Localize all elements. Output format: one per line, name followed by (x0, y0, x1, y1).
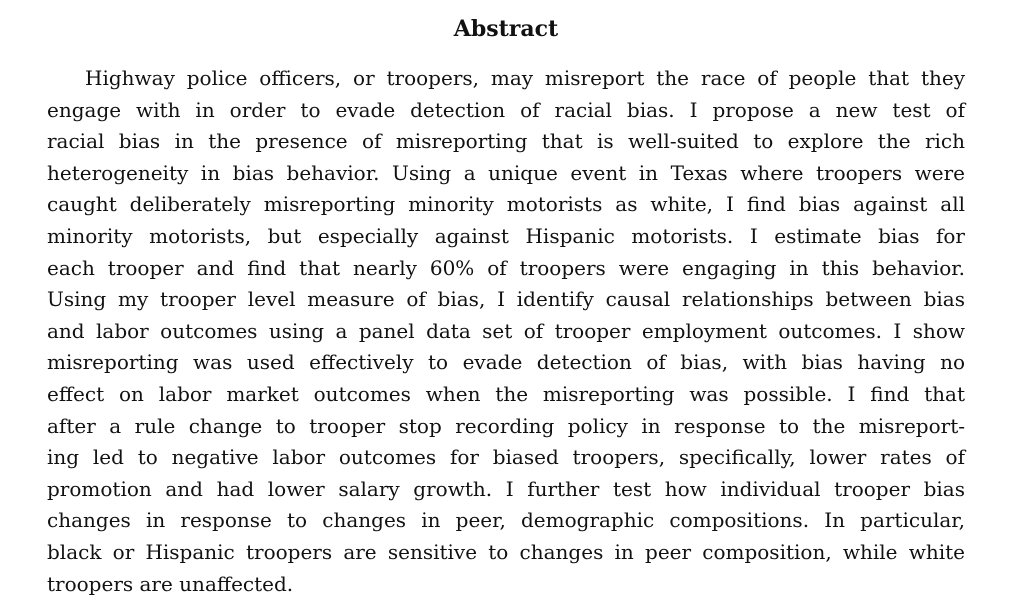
abstract-line: promotion and had lower salary growth. I further test how individual trooper bias (47, 476, 965, 501)
abstract-line: effect on labor market outcomes when the misreporting was possible. I find that (47, 381, 965, 406)
abstract-line: changes in response to changes in peer, demographic compositions. In particular, (47, 508, 965, 533)
abstract-line: minority motorists, but especially against Hispanic motorists. I estimate bias for (47, 223, 965, 248)
abstract-line: racial bias in the presence of misreporting that is well-suited to explore the rich (47, 129, 965, 154)
abstract-line: troopers are unaffected. (47, 571, 294, 596)
abstract-line: ing led to negative labor outcomes for biased troopers, specifically, lower rates of (47, 445, 965, 470)
abstract-paragraph (47, 63, 965, 600)
abstract-line: each trooper and find that nearly 60% of troopers were engaging in this behavior. (47, 255, 965, 280)
abstract-line: after a rule change to trooper stop recording policy in response to the misreport- (47, 413, 965, 438)
abstract-heading: Abstract (453, 16, 559, 42)
abstract-line: and labor outcomes using a panel data set of trooper employment outcomes. I show (47, 318, 965, 343)
abstract-line: Using my trooper level measure of bias, I identify causal relationships between bias (47, 287, 965, 312)
abstract-line: heterogeneity in bias behavior. Using a unique event in Texas where troopers were (47, 160, 965, 185)
abstract-line: caught deliberately misreporting minority motorists as white, I find bias against all (47, 192, 965, 217)
abstract-line: black or Hispanic troopers are sensitive to changes in peer composition, while white (47, 539, 965, 564)
abstract-line: misreporting was used effectively to evade detection of bias, with bias having no (47, 350, 965, 375)
abstract-line: Highway police officers, or troopers, may misreport the race of people that they (85, 66, 965, 90)
abstract-line: engage with in order to evade detection of racial bias. I propose a new test of (47, 97, 965, 122)
